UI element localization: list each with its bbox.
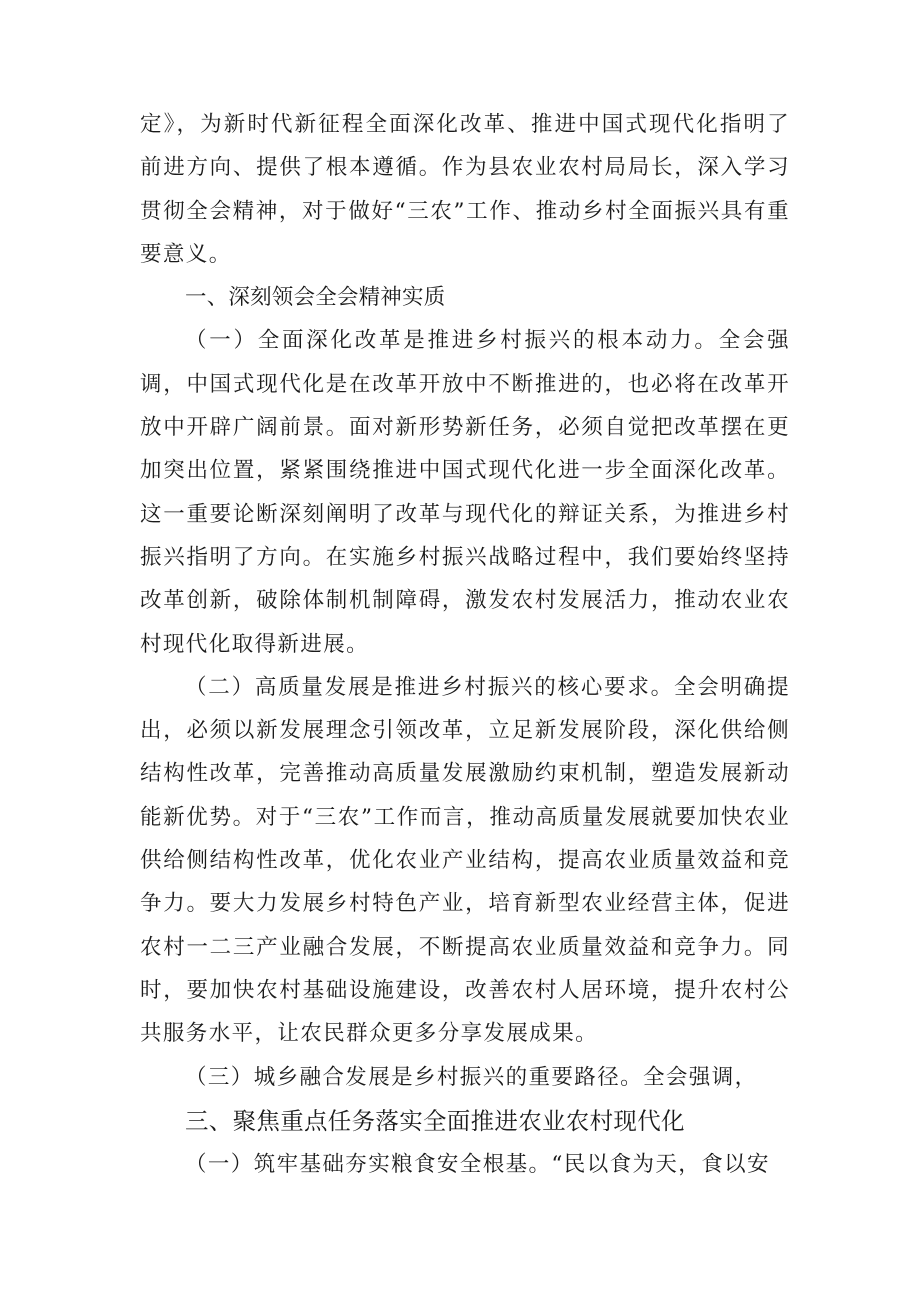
paragraph-urban-rural-integration: （三）城乡融合发展是乡村振兴的重要路径。全会强调， <box>185 1064 758 1090</box>
section-heading-3: 三、聚焦重点任务落实全面推进农业农村现代化 <box>185 1106 685 1135</box>
paragraph-intro-continuation: 定》，为新时代新征程全面深化改革、推进中国式现代化指明了前进方向、提供了根本遵循。作为县农业农村局局长，深入学习贯彻全会精神，对于做好“三农”工作、推动乡村全面振兴具有重要意义。 <box>140 112 790 267</box>
paragraph-reform-driver: （一）全面深化改革是推进乡村振兴的根本动力。全会强调，中国式现代化是在改革开放中不断推进的，也必将在改革开放中开辟广阔前景。面对新形势新任务，必须自觉把改革摆在更加突出位置，紧紧围绕推进中国式现代化进一步全面深化改革。这一重要论断深刻阐明了改革与现代化的辩证关系，为推进乡村振兴指明了方向。在实施乡村振兴战略过程中，我们要始终坚持改革创新，破除体制机制障碍，激发农村发展活力，推动农业农村现代化取得新进展。 <box>140 328 790 657</box>
section-heading-1: 一、深刻领会全会精神实质 <box>185 285 446 311</box>
paragraph-food-security: （一）筑牢基础夯实粮食安全根基。“民以食为天，食以安 <box>185 1151 770 1177</box>
document-body <box>140 103 790 1186</box>
paragraph-high-quality-development: （二）高质量发展是推进乡村振兴的核心要求。全会明确提出，必须以新发展理念引领改革，立足新发展阶段，深化供给侧结构性改革，完善推动高质量发展激励约束机制，塑造发展新动能新优势。对于“三农”工作而言，推动高质量发展就要加快农业供给侧结构性改革，优化农业产业结构，提高农业质量效益和竞争力。要大力发展乡村特色产业，培育新型农业经营主体，促进农村一二三产业融合发展，不断提高农业质量效益和竞争力。同时，要加快农村基础设施建设，改善农村人居环境，提升农村公共服务水平，让农民群众更多分享发展成果。 <box>140 674 790 1047</box>
